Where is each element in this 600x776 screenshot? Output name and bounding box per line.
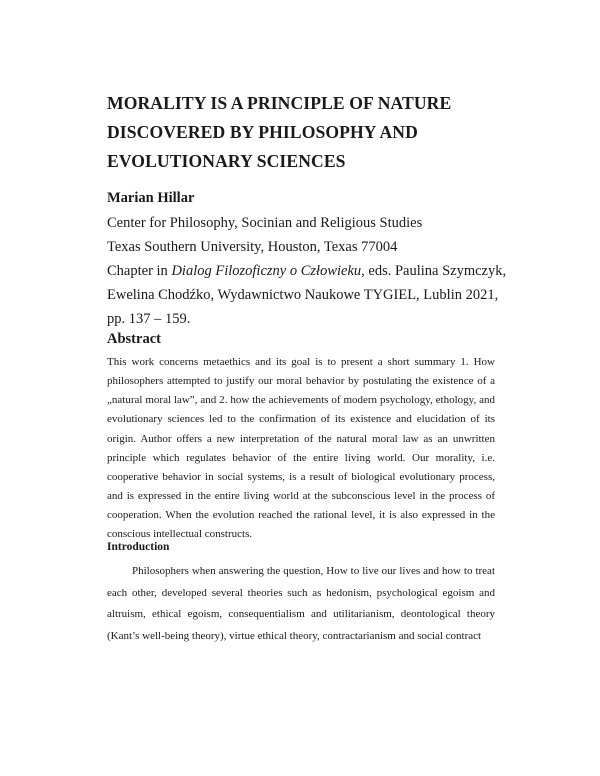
abstract-text: This work concerns metaethics and its goal is to present a short summary 1. How philosophers attempted to justify our moral behavior by postulating the existence of a „natural moral law”, and 2. how the achievements of modern psychology, ethology, and evolutionary sciences led to the confirmation of its existence and elucidation of its origin. Author offers a new interpretation of the natural moral law as an unwritten principle which regulates behavior of the entire living world. Our morality, i.e. cooperative behavior in social systems, is a result of biological evolutionary process, and is expressed in the entire living world at the subconscious level in the process of cooperation. When the evolution reached the rational level, it is also expressed in the conscious intellectual constructs. bbox=[107, 356, 495, 541]
title-line-3: EVOLUTIONARY SCIENCES bbox=[107, 151, 346, 171]
author-name: Marian Hillar bbox=[107, 190, 195, 206]
affiliation-university: Texas Southern University, Houston, Texas 77004 bbox=[107, 239, 398, 255]
chapter-editors: , eds. Paulina Szymczyk, bbox=[361, 263, 507, 279]
chapter-publisher: Ewelina Chodźko, Wydawnictwo Naukowe TYGIEL, Lublin 2021, bbox=[107, 287, 499, 303]
title-line-2: DISCOVERED BY PHILOSOPHY AND bbox=[107, 122, 418, 142]
affiliation-center: Center for Philosophy, Socinian and Religious Studies bbox=[107, 215, 423, 231]
chapter-prefix: Chapter in bbox=[107, 263, 172, 279]
introduction-heading: Introduction bbox=[107, 541, 170, 553]
chapter-pages: pp. 137 – 159. bbox=[107, 311, 191, 327]
title-line-1: MORALITY IS A PRINCIPLE OF NATURE bbox=[107, 93, 452, 113]
introduction-text: Philosophers when answering the question, How to live our lives and how to treat each other, developed several theories such as hedonism, psychological egoism and altruism, ethical egoism, consequentialism and utilitarianism, deontological theory (Kant’s well-being theory), virtue ethical theory, contractarianism and social contract bbox=[107, 565, 495, 642]
abstract-heading: Abstract bbox=[107, 331, 161, 347]
chapter-citation bbox=[107, 261, 506, 281]
book-title: Dialog Filozoficzny o Człowieku bbox=[171, 263, 362, 279]
